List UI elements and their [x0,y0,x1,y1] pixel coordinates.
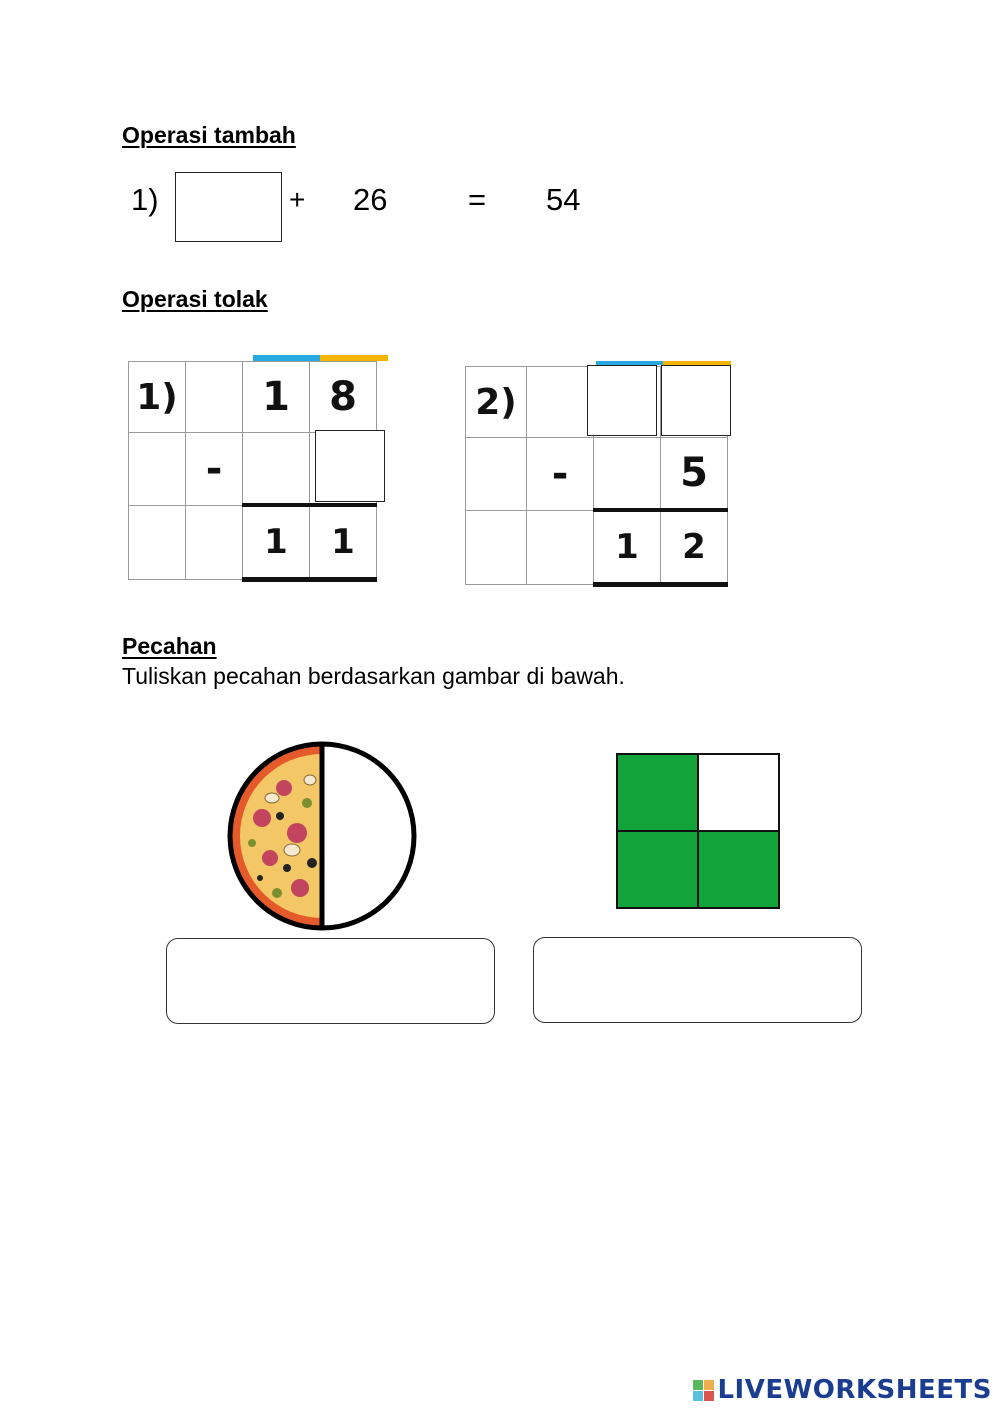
liveworksheets-logo-icon [693,1380,714,1401]
addition-number: 1) [131,182,159,217]
square-part-filled [698,831,779,908]
grid-cell [129,505,186,580]
result-ones-digit: 1 [310,505,377,580]
square-fraction-answer-box[interactable] [533,937,862,1023]
grid-cell [243,433,310,506]
grid-cell [527,367,594,438]
minus-sign: - [527,438,594,511]
addend-value: 26 [353,182,388,217]
square-part-filled [617,831,698,908]
square-fraction-image [616,753,782,910]
logo-text: LIVEWORKSHEETS [717,1375,992,1405]
fraction-instruction: Tuliskan pecahan berdasarkan gambar di bawah. [122,663,625,689]
ones-top-digit: 8 [310,362,377,433]
tens-top-digit: 1 [243,362,310,433]
minus-sign: - [186,433,243,506]
grid-cell [186,362,243,433]
problem-2-label: 2) [466,367,527,438]
addition-heading: Operasi tambah [122,122,296,148]
result-ones-digit: 2 [661,510,728,585]
subtraction-1-answer-box[interactable] [315,430,385,502]
result-tens-digit: 1 [243,505,310,580]
grid-cell [466,438,527,511]
total-value: 54 [546,182,581,217]
liveworksheets-logo [693,1375,992,1405]
grid-cell [594,438,661,511]
half-pizza-image [222,738,422,933]
grid-cell [466,510,527,585]
plus-sign: + [289,184,306,215]
fraction-heading: Pecahan [122,633,217,659]
subtraction-heading: Operasi tolak [122,286,268,312]
subtraction-2-ones-answer-box[interactable] [661,365,731,436]
grid-cell [129,433,186,506]
addition-answer-box[interactable] [175,172,282,242]
pizza-fraction-answer-box[interactable] [166,938,495,1024]
grid-cell [186,505,243,580]
square-part-filled [617,754,698,831]
result-tens-digit: 1 [594,510,661,585]
equals-sign: = [468,182,487,217]
ones-sub-digit: 5 [661,438,728,511]
grid-cell [527,510,594,585]
subtraction-2-tens-answer-box[interactable] [587,365,657,436]
square-part-empty [698,754,779,831]
problem-1-label: 1) [129,362,186,433]
